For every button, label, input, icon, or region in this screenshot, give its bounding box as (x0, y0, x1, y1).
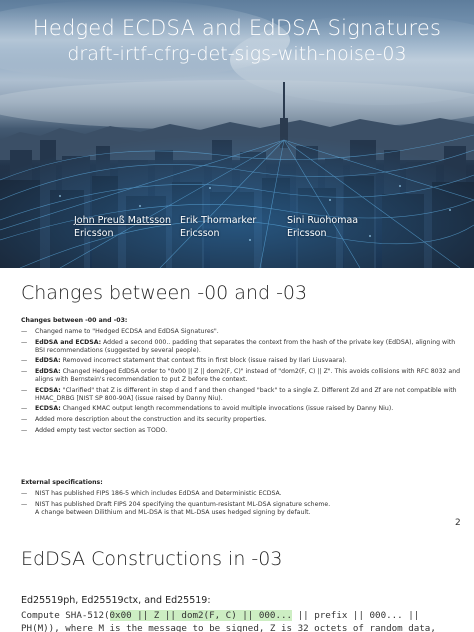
author-name: Sini Ruohomaa (287, 215, 359, 226)
author-org: Ericsson (180, 228, 220, 239)
author-org: Ericsson (74, 228, 114, 239)
external-heading: External specifications: (21, 479, 103, 486)
author-name: John Preuß Mattsson (74, 215, 172, 226)
slide-title: EdDSA Constructions in -03 (21, 548, 283, 570)
list-item: — Changed name to "Hedged ECDSA and EdDSA Signatures". (21, 328, 461, 336)
highlighted-code: 0x00 || Z || dom2(F, C) || 000... (109, 610, 293, 621)
list-item: — Added empty test vector section as TODO. (21, 427, 461, 435)
external-list (21, 490, 461, 519)
author-3 (287, 214, 358, 240)
author-1 (74, 214, 171, 240)
list-item: — EdDSA: Removed incorrect statement that context fits in first block (issue raised by Ilari Liusvaara). (21, 357, 461, 365)
list-item: — EdDSA: Changed Hedged EdDSA order to "0x00 || Z || dom2(F, C)" instead of "dom2(F, C) || Z". This avoids collisions with RFC 8032 and aligns with Bernstein's recommendation to put Z before the context. (21, 368, 461, 384)
list-item: — EdDSA and ECDSA: Added a second 000.. padding that separates the context from the hash of the private key (EdDSA), aligning with BSI recommendations (suggested by several people). (21, 339, 461, 355)
slide-title: Changes between -00 and -03 (21, 282, 308, 304)
list-item: — ECDSA: Changed KMAC output length recommendations to avoid multiple invocations (issue raised by Danny Niu). (21, 405, 461, 413)
list-item: — NIST has published Draft FIPS 204 specifying the quantum-resistant ML-DSA signature scheme. A change between Dilithium and ML-DSA is that ML-DSA uses hedged signing by default. (21, 501, 461, 517)
list-item: — Added more description about the construction and its security properties. (21, 416, 461, 424)
code-line: PH(M)), where M is the message to be signed, Z is 32 octets of random data, (21, 623, 436, 632)
list-item: — ECDSA: "Clarified" that Z is different in step d and f and then changed "back" to a single Z. Different Zd and Zf are not compatible with HMAC_DRBG [NIST SP 800-90A] (issue raised by Danny Niu). (21, 387, 461, 403)
author-2 (180, 214, 256, 240)
page-number: 2 (455, 518, 461, 528)
changes-slide (0, 270, 474, 534)
changes-list (21, 328, 461, 438)
code-line: Compute SHA-512(0x00 || Z || dom2(F, C) || 000... || prefix || 000... || (21, 610, 420, 621)
presentation-title: Hedged ECDSA and EdDSA Signatures (32, 16, 442, 40)
eddsa-slide (0, 536, 474, 632)
author-org: Ericsson (287, 228, 327, 239)
list-item: — NIST has published FIPS 186-5 which includes EdDSA and Deterministic ECDSA. (21, 490, 461, 498)
slide-subtitle: Ed25519ph, Ed25519ctx, and Ed25519: (21, 595, 211, 606)
title-slide (0, 0, 474, 268)
changes-heading: Changes between -00 and -03: (21, 317, 128, 324)
presentation-subtitle: draft-irtf-cfrg-det-sigs-with-noise-03 (67, 43, 407, 65)
author-name: Erik Thormarker (180, 215, 257, 226)
